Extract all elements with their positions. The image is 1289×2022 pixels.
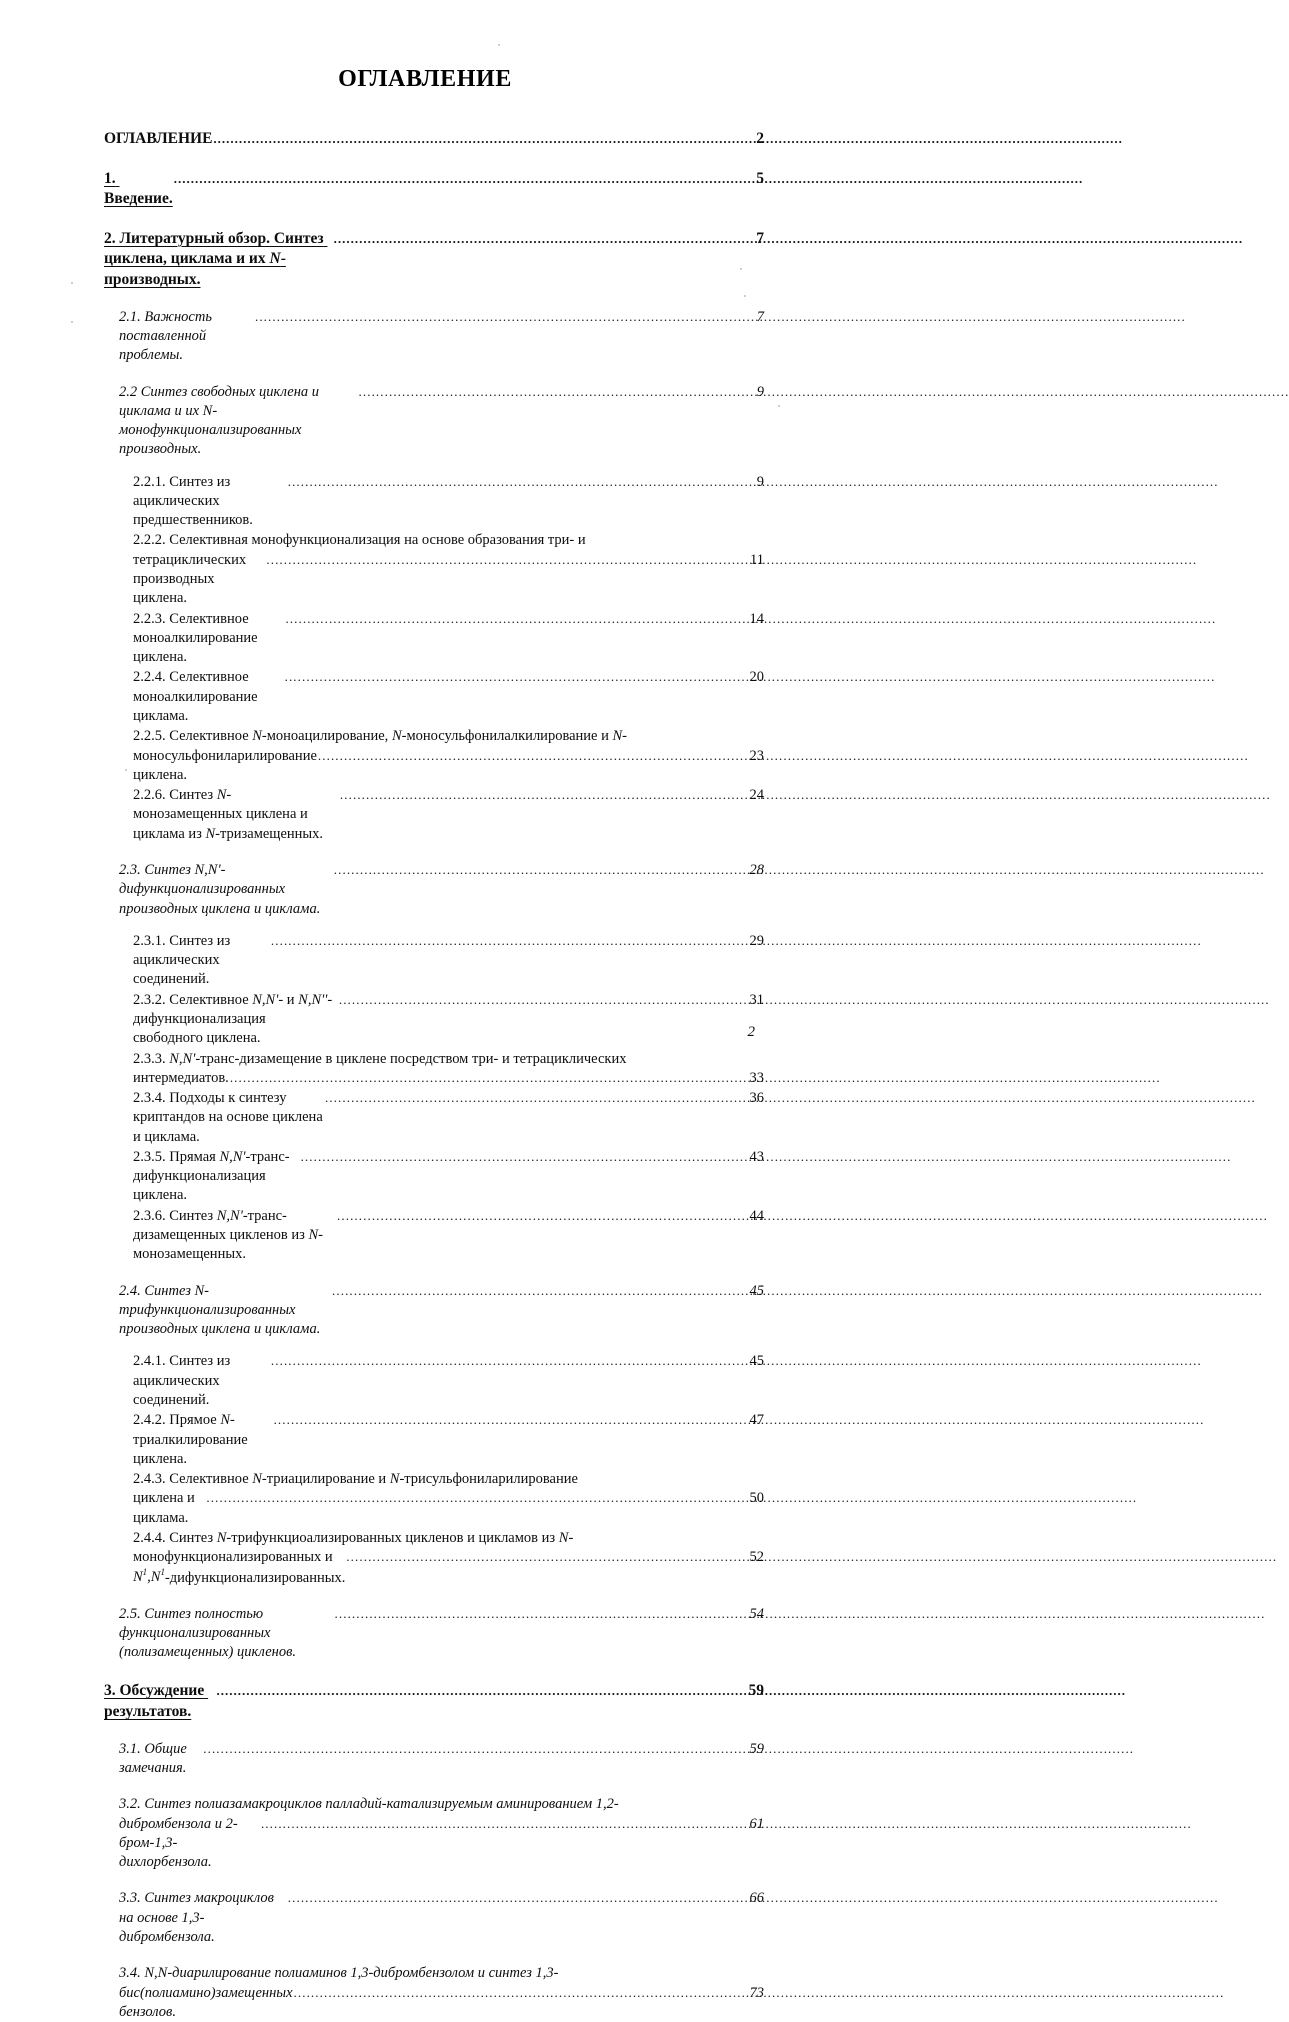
toc-page-number: 9 xyxy=(756,473,764,490)
toc-entry-line xyxy=(133,1069,764,1088)
toc-dot-leader xyxy=(255,308,748,325)
toc-page-number: 7 xyxy=(756,229,764,247)
page-title: ОГЛАВЛЕНИЕ xyxy=(338,66,512,92)
toc-entry[interactable] xyxy=(104,1411,764,1469)
toc-dot-leader xyxy=(271,932,748,949)
toc-page-number: 29 xyxy=(749,932,764,949)
toc-page-number: 59 xyxy=(749,1740,764,1757)
toc-page-number: 73 xyxy=(749,1984,764,2001)
toc-entry[interactable] xyxy=(104,383,764,460)
toc-entry[interactable] xyxy=(104,308,764,366)
toc-page-number: 59 xyxy=(748,1682,764,1700)
toc-page-number: 44 xyxy=(749,1207,764,1224)
toc-entry-text: 2.3.4. Подходы к синтезу криптандов на основе циклена и циклама. xyxy=(133,1090,327,1145)
toc-entry-text: ОГЛАВЛЕНИЕ xyxy=(104,130,217,147)
toc-page-number: 28 xyxy=(749,861,764,878)
toc-page-number: 33 xyxy=(749,1069,764,1086)
toc-dot-leader xyxy=(206,1489,747,1506)
toc-entry[interactable] xyxy=(104,1795,764,1872)
toc-entry-text: 2.4.3. Селективное N-триацилирование и N-трисульфониларилирование xyxy=(133,1471,578,1488)
toc-entry[interactable] xyxy=(104,1207,764,1265)
toc-dot-leader xyxy=(337,1207,747,1224)
toc-entry-line xyxy=(119,1605,764,1663)
toc-entry-text: 1. Введение. xyxy=(104,169,173,208)
toc-entry-line xyxy=(133,747,764,786)
toc-entry-line xyxy=(133,932,764,990)
toc-entry-text: 2.3.5. Прямая N,N'-транс-дифункционализация циклена. xyxy=(133,1148,290,1204)
toc-entry-text: дибромбензола и 2-бром-1,3-дихлорбензола. xyxy=(119,1815,238,1871)
toc-entry-text: циклена и циклама. xyxy=(133,1490,199,1526)
toc-page-number: 66 xyxy=(749,1890,764,1907)
toc-entry-line xyxy=(133,531,764,550)
table-of-contents xyxy=(104,129,764,2022)
toc-dot-leader xyxy=(288,1889,748,1906)
toc-entry-line xyxy=(133,786,764,844)
toc-page-number: 7 xyxy=(756,308,764,325)
toc-entry-line xyxy=(119,1984,764,2022)
toc-entry-text: 2.2.3. Селективное моноалкилирование циклена. xyxy=(133,610,262,666)
toc-dot-leader xyxy=(294,1984,748,2001)
toc-entry-text: 2.5. Синтез полностью функционализированных (полизамещенных) цикленов. xyxy=(119,1605,300,1661)
toc-dot-leader xyxy=(261,1815,748,1832)
toc-entry[interactable] xyxy=(104,1148,764,1206)
toc-dot-leader xyxy=(271,1352,748,1369)
toc-dot-leader xyxy=(174,170,748,187)
toc-entry-text: 2.2.2. Селективная монофункционализация на основе образования три- и xyxy=(133,532,586,549)
toc-entry-text: 3.4. N,N-диарилирование полиаминов 1,3-дибромбензолом и синтез 1,3- xyxy=(119,1965,559,1982)
toc-page-number: 20 xyxy=(749,669,764,686)
toc-entry[interactable] xyxy=(104,1605,764,1663)
toc-entry-line xyxy=(133,1411,764,1469)
toc-entry-line xyxy=(133,1352,764,1410)
toc-entry[interactable] xyxy=(104,991,764,1049)
toc-entry-line xyxy=(104,1681,764,1722)
toc-entry-text: 2.1. Важность поставленной проблемы. xyxy=(119,308,216,364)
toc-entry-text: 3.3. Синтез макроциклов на основе 1,3-дибромбензола. xyxy=(119,1890,278,1945)
toc-page-number: 31 xyxy=(749,991,764,1008)
toc-dot-leader xyxy=(203,1740,747,1757)
toc-entry-text: 3. Обсуждение результатов. xyxy=(104,1682,209,1721)
toc-entry-text: тетрациклических производных циклена. xyxy=(133,551,250,607)
toc-entry[interactable] xyxy=(104,668,764,726)
toc-entry-text: 2.4.1. Синтез из ациклических соединений. xyxy=(133,1353,234,1408)
toc-entry-line xyxy=(104,169,764,210)
toc-page-number: 9 xyxy=(756,383,764,400)
toc-entry-line xyxy=(133,1050,764,1069)
toc-entry-text: 3.2. Синтез полиазамакроциклов палладий-катализируемым аминированием 1,2- xyxy=(119,1796,619,1813)
toc-entry-line xyxy=(133,1207,764,1265)
toc-dot-leader xyxy=(340,786,748,803)
toc-entry[interactable] xyxy=(104,861,764,919)
toc-entry-line xyxy=(133,1529,764,1548)
scan-speck xyxy=(71,282,73,284)
toc-entry-text: 2.4.4. Синтез N-трифункциоализированных цикленов и цикламов из N- xyxy=(133,1529,574,1546)
toc-dot-leader xyxy=(359,383,748,400)
toc-page-number: 5 xyxy=(756,169,764,187)
toc-entry[interactable] xyxy=(104,129,764,150)
toc-entry[interactable] xyxy=(104,1681,764,1722)
toc-dot-leader xyxy=(288,473,748,490)
toc-page-number: 23 xyxy=(749,747,764,764)
toc-dot-leader xyxy=(217,1682,747,1699)
toc-dot-leader xyxy=(334,230,748,247)
toc-entry-text: 2.2.4. Селективное моноалкилирование циклама. xyxy=(133,669,262,724)
toc-entry-line xyxy=(104,229,764,291)
toc-page-number: 45 xyxy=(749,1282,764,1299)
toc-entry[interactable] xyxy=(104,169,764,210)
toc-entry[interactable] xyxy=(104,1352,764,1410)
toc-entry[interactable] xyxy=(104,1964,764,2022)
toc-dot-leader xyxy=(230,1069,748,1086)
toc-dot-leader xyxy=(213,130,748,147)
toc-entry-line xyxy=(119,1889,764,1947)
toc-page-number: 50 xyxy=(749,1490,764,1507)
toc-entry-line xyxy=(133,551,764,609)
toc-page-number: 47 xyxy=(749,1412,764,1429)
scan-speck xyxy=(778,405,780,407)
toc-page-number: 54 xyxy=(749,1605,764,1622)
toc-entry-line xyxy=(133,1089,764,1147)
toc-entry-text: 2. Литературный обзор. Синтез циклена, циклама и их N-производных. xyxy=(104,229,328,289)
page-number-folio: 2 xyxy=(747,1024,755,1040)
toc-entry-line xyxy=(133,668,764,726)
toc-page-number: 61 xyxy=(749,1815,764,1832)
toc-dot-leader xyxy=(339,991,748,1008)
toc-entry-line xyxy=(119,383,764,460)
toc-dot-leader xyxy=(285,610,747,627)
toc-entry-text: 3.1. Общие замечания. xyxy=(119,1740,191,1776)
toc-page-number: 36 xyxy=(749,1090,764,1107)
toc-page-number: 43 xyxy=(749,1148,764,1165)
toc-entry-text: 2.4. Синтез N-трифункционализированных производных циклена и циклама. xyxy=(119,1282,324,1338)
toc-entry-text: монофункционализированных и $N^1,N^1$-дифункционализированных. xyxy=(133,1549,349,1586)
toc-entry-line xyxy=(133,727,764,746)
scan-speck xyxy=(71,321,73,323)
toc-entry[interactable] xyxy=(104,786,764,844)
toc-entry[interactable] xyxy=(104,1470,764,1528)
toc-page-number: 24 xyxy=(749,787,764,804)
toc-dot-leader xyxy=(334,861,748,878)
toc-dot-leader xyxy=(332,1282,747,1299)
toc-page-number: 14 xyxy=(749,610,764,627)
toc-entry-line xyxy=(119,1282,764,1340)
toc-entry-line xyxy=(133,991,764,1049)
toc-entry-line xyxy=(133,1148,764,1206)
toc-entry-line xyxy=(133,610,764,668)
toc-entry-text: 2.4.2. Прямое N-триалкилирование циклена. xyxy=(133,1412,252,1467)
toc-entry-text: 2.3.6. Синтез N,N'-транс-дизамещенных цикленов из N-монозамещенных. xyxy=(133,1207,323,1263)
toc-dot-leader xyxy=(301,1148,748,1165)
toc-entry-text: 2.2.5. Селективное N-моноацилирование, N-моносульфонилалкилирование и N- xyxy=(133,728,628,745)
toc-entry-line xyxy=(133,1548,764,1587)
toc-entry-text: 2.2.1. Синтез из ациклических предшественников. xyxy=(133,473,253,529)
toc-entry-text: бис(полиамино)замещенных бензолов. xyxy=(119,1984,297,2020)
toc-entry[interactable] xyxy=(104,932,764,990)
toc-entry-line xyxy=(133,1470,764,1489)
toc-page-number: 45 xyxy=(749,1353,764,1370)
toc-entry-line xyxy=(119,1964,764,1983)
toc-entry[interactable] xyxy=(104,610,764,668)
toc-page-number: 2 xyxy=(756,130,764,147)
toc-entry-line xyxy=(133,1489,764,1528)
toc-entry-line xyxy=(119,1815,764,1873)
page-content xyxy=(104,0,764,2022)
toc-entry-line xyxy=(119,1740,764,1779)
toc-entry-line xyxy=(119,1795,764,1814)
toc-entry[interactable] xyxy=(104,1529,764,1588)
toc-entry[interactable] xyxy=(104,229,764,291)
toc-dot-leader xyxy=(346,1548,747,1565)
toc-dot-leader xyxy=(325,1089,748,1106)
toc-entry-text: интермедиатов. xyxy=(133,1069,229,1086)
toc-page-number: 11 xyxy=(750,551,764,568)
toc-entry[interactable] xyxy=(104,1089,764,1147)
toc-entry-line xyxy=(133,473,764,531)
toc-entry-text: 2.3. Синтез N,N'-дифункционализированных производных циклена и циклама. xyxy=(119,861,324,917)
toc-entry[interactable] xyxy=(104,727,764,785)
toc-entry[interactable] xyxy=(104,1282,764,1340)
toc-entry-line xyxy=(119,861,764,919)
toc-dot-leader xyxy=(318,747,748,764)
toc-entry-text: моносульфониларилирование циклена. xyxy=(133,747,321,783)
toc-entry[interactable] xyxy=(104,531,764,608)
toc-entry-text: 2.3.2. Селективное N,N'- и N,N''-дифункционализация свободного циклена. xyxy=(133,991,333,1047)
toc-entry[interactable] xyxy=(104,1050,764,1089)
toc-dot-leader xyxy=(335,1605,748,1622)
toc-entry-text: 2.3.3. N,N'-транс-дизамещение в циклене посредством три- и тетрациклических xyxy=(133,1050,627,1067)
toc-entry-text: 2.2 Синтез свободных циклена и циклама и их N-монофункционализированных производных. xyxy=(119,383,323,458)
toc-page-number: 52 xyxy=(749,1549,764,1566)
toc-dot-leader xyxy=(274,1411,748,1428)
toc-dot-leader xyxy=(285,668,748,685)
toc-entry[interactable] xyxy=(104,473,764,531)
toc-entry-line xyxy=(104,129,764,150)
toc-entry-text: 2.2.6. Синтез N-монозамещенных циклена и циклама из N-тризамещенных. xyxy=(133,787,327,842)
toc-entry-text: 2.3.1. Синтез из ациклических соединений. xyxy=(133,932,234,988)
toc-entry[interactable] xyxy=(104,1740,764,1779)
toc-entry[interactable] xyxy=(104,1889,764,1947)
toc-dot-leader xyxy=(266,551,748,568)
toc-entry-line xyxy=(119,308,764,366)
